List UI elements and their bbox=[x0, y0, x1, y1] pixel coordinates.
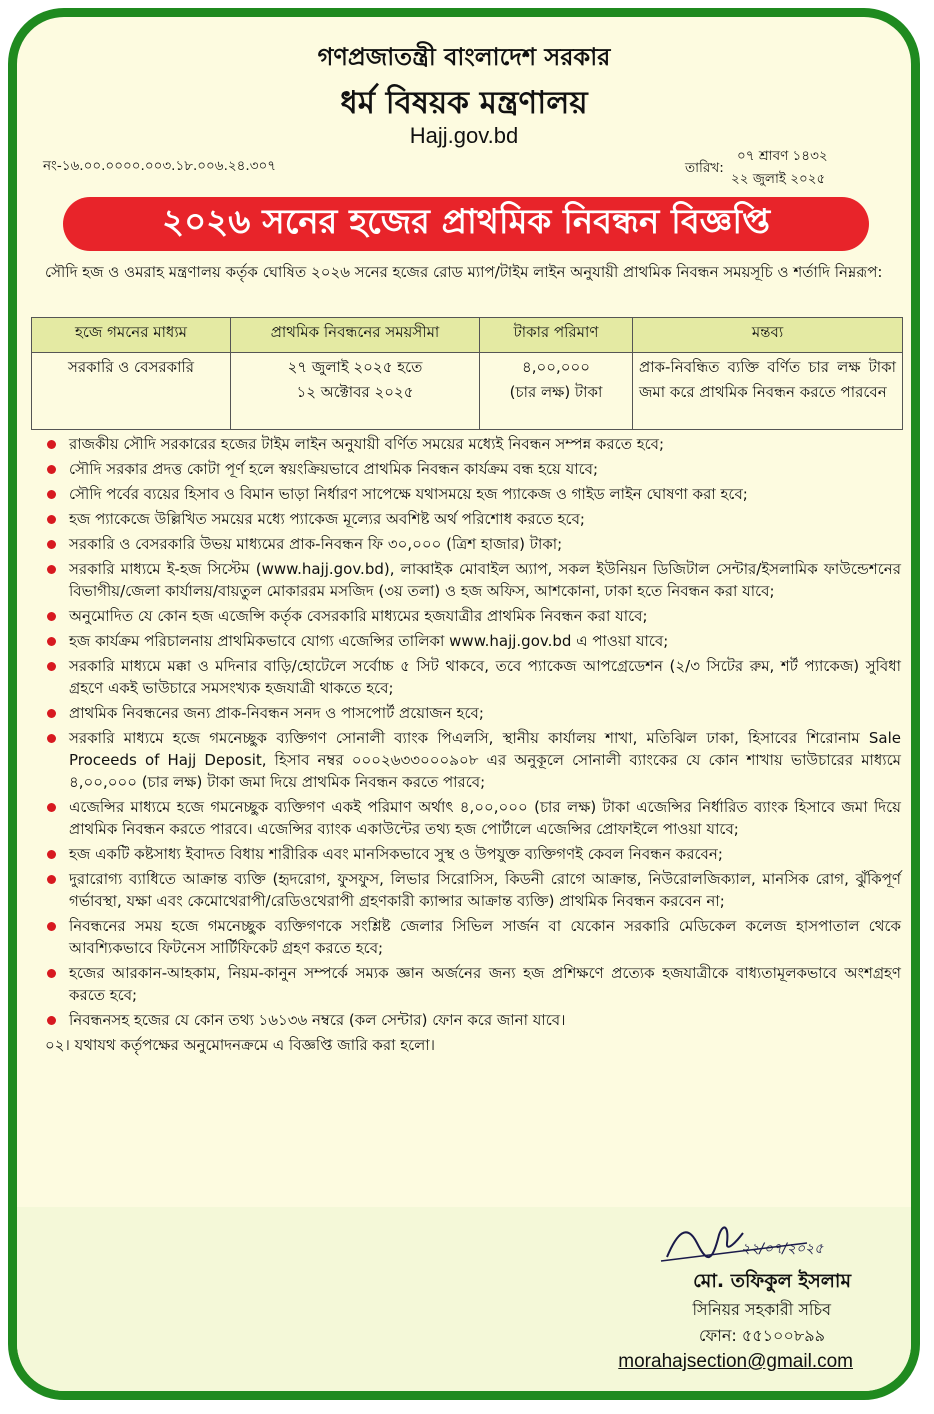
rule-text: হজ একটি কষ্টসাধ্য ইবাদত বিধায় শারীরিক এবং মানসিকভাবে সুস্থ ও উপযুক্ত ব্যক্তিগণই কেবল নিবন্ধন করবেন; bbox=[69, 845, 723, 863]
signatory-email-link[interactable]: morahajsection@gmail.com bbox=[618, 1351, 853, 1372]
rule-text: নিবন্ধনের সময় হজে গমনেচ্ছুক ব্যক্তিগণকে সংশ্লিষ্ট জেলার সিভিল সার্জন বা যেকোন সরকারি মেডিকেল কলেজ হাসপাতাল থেকে আবশ্যিকভাবে ফিটনেস সার্টিফিকেট গ্রহণ করতে হবে; bbox=[69, 917, 901, 957]
list-item bbox=[45, 868, 901, 912]
bullet-icon bbox=[47, 637, 56, 646]
rule-text: সরকারি ও বেসরকারি উভয় মাধ্যমের প্রাক-নিবন্ধন ফি ৩০,০০০ (ত্রিশ হাজার) টাকা; bbox=[69, 535, 563, 553]
col-header-remarks: মন্তব্য bbox=[633, 318, 903, 353]
col-header-amount: টাকার পরিমাণ bbox=[480, 318, 633, 353]
website-label: Hajj.gov.bd bbox=[409, 123, 519, 148]
cell-period bbox=[231, 353, 480, 430]
list-item bbox=[45, 843, 901, 865]
rule-text: নিবন্ধনসহ হজের যে কোন তথ্য ১৬১৩৬ নম্বরে (কল সেন্টার) ফোন করে জানা যাবে। bbox=[69, 1011, 566, 1029]
bullet-icon bbox=[47, 803, 56, 812]
bullet-icon bbox=[47, 969, 56, 978]
rule-text: অনুমোদিত যে কোন হজ এজেন্সি কর্তৃক বেসরকারি মাধ্যমের হজযাত্রীর প্রাথমিক নিবন্ধন করা যাবে; bbox=[69, 607, 648, 625]
bullet-icon bbox=[47, 850, 56, 859]
rule-text: সরকারি মাধ্যমে মক্কা ও মদিনার বাড়ি/হোটেলে সর্বোচ্চ ৫ সিট থাকবে, তবে প্যাকেজ আপগ্রেডেশন (২/৩ সিটের রুম, শর্ট প্যাকেজ) সুবিধা গ্রহণে একই ভাউচারে সমসংখ্যক হজযাত্রী থাকতে হবে; bbox=[69, 657, 901, 697]
signature-date: ২২/০৭/২০২৫ bbox=[741, 1241, 824, 1257]
amount-figure: ৪,০০,০০০ bbox=[521, 358, 591, 376]
amount-words: (চার লক্ষ) টাকা bbox=[509, 383, 603, 401]
date-gregorian: ২২ জুলাই ২০২৫ bbox=[731, 171, 826, 187]
list-item bbox=[45, 533, 901, 555]
bullet-icon bbox=[47, 515, 56, 524]
list-item bbox=[45, 1009, 901, 1031]
list-item bbox=[45, 508, 901, 530]
bullet-icon bbox=[47, 875, 56, 884]
list-item bbox=[45, 433, 901, 455]
rule-text: হজের আরকান-আহকাম, নিয়ম-কানুন সম্পর্কে সম্যক জ্ঞান অর্জনের জন্য হজ প্রশিক্ষণে প্রত্যেক হজযাত্রীকে বাধ্যতামূলকভাবে অংশগ্রহণ করতে হবে; bbox=[69, 964, 901, 1004]
notice-frame bbox=[8, 8, 920, 1400]
intro-paragraph: সৌদি হজ ও ওমরাহ মন্ত্রণালয় কর্তৃক ঘোষিত ২০২৬ সনের হজের রোড ম্যাপ/টাইম লাইন অনুযায়ী প্রাথমিক নিবন্ধন সময়সূচি ও শর্তাদি নিম্নরূপ: bbox=[45, 263, 883, 281]
closing-statement: ০২। যথাযথ কর্তৃপক্ষের অনুমোদনক্রমে এ বিজ্ঞপ্তি জারি করা হলো। bbox=[45, 1036, 436, 1054]
list-item bbox=[45, 605, 901, 627]
bullet-icon bbox=[47, 662, 56, 671]
government-name: গণপ্রজাতন্ত্রী বাংলাদেশ সরকার bbox=[317, 43, 611, 71]
cell-mode: সরকারি ও বেসরকারি bbox=[32, 353, 231, 430]
rule-text: রাজকীয় সৌদি সরকারের হজের টাইম লাইন অনুযায়ী বর্ণিত সময়ের মধ্যেই নিবন্ধন সম্পন্ন করতে হবে; bbox=[69, 435, 665, 453]
signatory-name: মো. তফিকুল ইসলাম bbox=[693, 1270, 851, 1292]
bullet-icon bbox=[47, 922, 56, 931]
list-item bbox=[45, 727, 901, 793]
bullet-icon bbox=[47, 734, 56, 743]
bullet-icon bbox=[47, 440, 56, 449]
rule-text: সৌদি সরকার প্রদত্ত কোটা পূর্ণ হলে স্বয়ংক্রিয়ভাবে প্রাথমিক নিবন্ধন কার্যক্রম বন্ধ হয়ে যাবে; bbox=[69, 460, 599, 478]
signatory-designation: সিনিয়র সহকারী সচিব bbox=[692, 1300, 831, 1319]
rule-text: হজ প্যাকেজে উল্লিখিত সময়ের মধ্যে প্যাকেজ মূল্যের অবশিষ্ট অর্থ পরিশোধ করতে হবে; bbox=[69, 510, 585, 528]
list-item bbox=[45, 458, 901, 480]
col-header-period: প্রাথমিক নিবন্ধনের সময়সীমা bbox=[231, 318, 480, 353]
period-end: ১২ অক্টোবর ২০২৫ bbox=[296, 383, 414, 401]
conditions-list bbox=[45, 433, 901, 1056]
cell-amount bbox=[480, 353, 633, 430]
bullet-icon bbox=[47, 565, 56, 574]
bullet-icon bbox=[47, 1016, 56, 1025]
rule-text: সরকারি মাধ্যমে হজে গমনেচ্ছুক ব্যক্তিগণ সোনালী ব্যাংক পিএলসি, স্থানীয় কার্যালয় শাখা, মতিঝিল ঢাকা, হিসাবের শিরোনাম Sale Proceeds of Hajj Deposit, হিসাব নম্বর ০০০২৬৩৩০০০৯০৮ এর অনুকূলে সোনালী ব্যাংকের যে কোন শাখায় ভাউচারের মাধ্যমে ৪,০০,০০০ (চার লক্ষ) টাকা জমা দিয়ে প্রাথমিক নিবন্ধন করতে পারবে; bbox=[69, 729, 901, 791]
rule-text: সৌদি পর্বের ব্যয়ের হিসাব ও বিমান ভাড়া নির্ধারণ সাপেক্ষে যথাসময়ে হজ প্যাকেজ ও গাইড লাইন ঘোষণা করা হবে; bbox=[69, 485, 748, 503]
schedule-table bbox=[31, 317, 903, 430]
list-item bbox=[45, 655, 901, 699]
bullet-icon bbox=[47, 612, 56, 621]
bullet-icon bbox=[47, 540, 56, 549]
rule-text: সরকারি মাধ্যমে ই-হজ সিস্টেম (www.hajj.gov.bd), লাব্বাইক মোবাইল অ্যাপ, সকল ইউনিয়ন ডিজিটাল সেন্টার/ইসলামিক ফাউন্ডেশনের বিভাগীয়/জেলা কার্যালয়/বায়তুল মোকাররম মসজিদ (৩য় তলা) ও হজ অফিস, আশকোনা, ঢাকা হতে নিবন্ধন করা যাবে; bbox=[69, 560, 901, 600]
list-item bbox=[45, 558, 901, 602]
date-bangla: ০৭ শ্রাবণ ১৪৩২ bbox=[737, 148, 828, 164]
ministry-name: ধর্ম বিষয়ক মন্ত্রণালয় bbox=[340, 85, 588, 121]
signatory-phone: ফোন: ৫৫১০০৮৯৯ bbox=[699, 1326, 825, 1345]
memo-number: নং-১৬.০০.০০০০.০০৩.১৮.০০৬.২৪.৩০৭ bbox=[43, 158, 277, 174]
bullet-icon bbox=[47, 490, 56, 499]
rule-text: হজ কার্যক্রম পরিচালনায় প্রাথমিকভাবে যোগ্য এজেন্সির তালিকা www.hajj.gov.bd এ পাওয়া যাবে; bbox=[69, 632, 669, 650]
cell-remarks: প্রাক-নিবন্ধিত ব্যক্তি বর্ণিত চার লক্ষ টাকা জমা করে প্রাথমিক নিবন্ধন করতে পারবেন bbox=[633, 353, 903, 430]
rule-text: প্রাথমিক নিবন্ধনের জন্য প্রাক-নিবন্ধন সনদ ও পাসপোর্ট প্রয়োজন হবে; bbox=[69, 704, 484, 722]
notice-title: ২০২৬ সনের হজের প্রাথমিক নিবন্ধন বিজ্ঞপ্তি bbox=[63, 197, 869, 251]
list-item bbox=[45, 962, 901, 1006]
list-item bbox=[45, 630, 901, 652]
list-item bbox=[45, 796, 901, 840]
list-item bbox=[45, 483, 901, 505]
col-header-mode: হজে গমনের মাধ্যম bbox=[32, 318, 231, 353]
rule-text: দুরারোগ্য ব্যাধিতে আক্রান্ত ব্যক্তি (হৃদরোগ, ফুসফুস, লিভার সিরোসিস, কিডনী রোগে আক্রান্ত, নিউরোলজিক্যাল, মানসিক রোগ, ঝুঁকিপূর্ণ গর্ভাবস্থা, যক্ষা এবং কেমোথেরাপী/রেডিওথেরাপী গ্রহণকারী ক্যান্সার আক্রান্ত ব্যক্তি) প্রাথমিক নিবন্ধন করবেন না; bbox=[69, 870, 901, 910]
table-row bbox=[32, 353, 903, 430]
bullet-icon bbox=[47, 709, 56, 718]
date-label: তারিখ: bbox=[685, 160, 724, 176]
handwritten-signature bbox=[657, 1213, 827, 1269]
list-item bbox=[45, 702, 901, 724]
table-header-row bbox=[32, 318, 903, 353]
period-start: ২৭ জুলাই ২০২৫ হতে bbox=[287, 358, 423, 376]
rule-text: এজেন্সির মাধ্যমে হজে গমনেচ্ছুক ব্যক্তিগণ একই পরিমাণ অর্থাৎ ৪,০০,০০০ (চার লক্ষ) টাকা এজেন্সির নির্ধারিত ব্যাংক হিসাবে জমা দিয়ে প্রাথমিক নিবন্ধন করতে পারবে। এজেন্সির ব্যাংক একাউন্টের তথ্য হজ পোর্টালে এজেন্সির প্রোফাইলে পাওয়া যাবে; bbox=[69, 798, 901, 838]
list-item bbox=[45, 915, 901, 959]
bullet-icon bbox=[47, 465, 56, 474]
